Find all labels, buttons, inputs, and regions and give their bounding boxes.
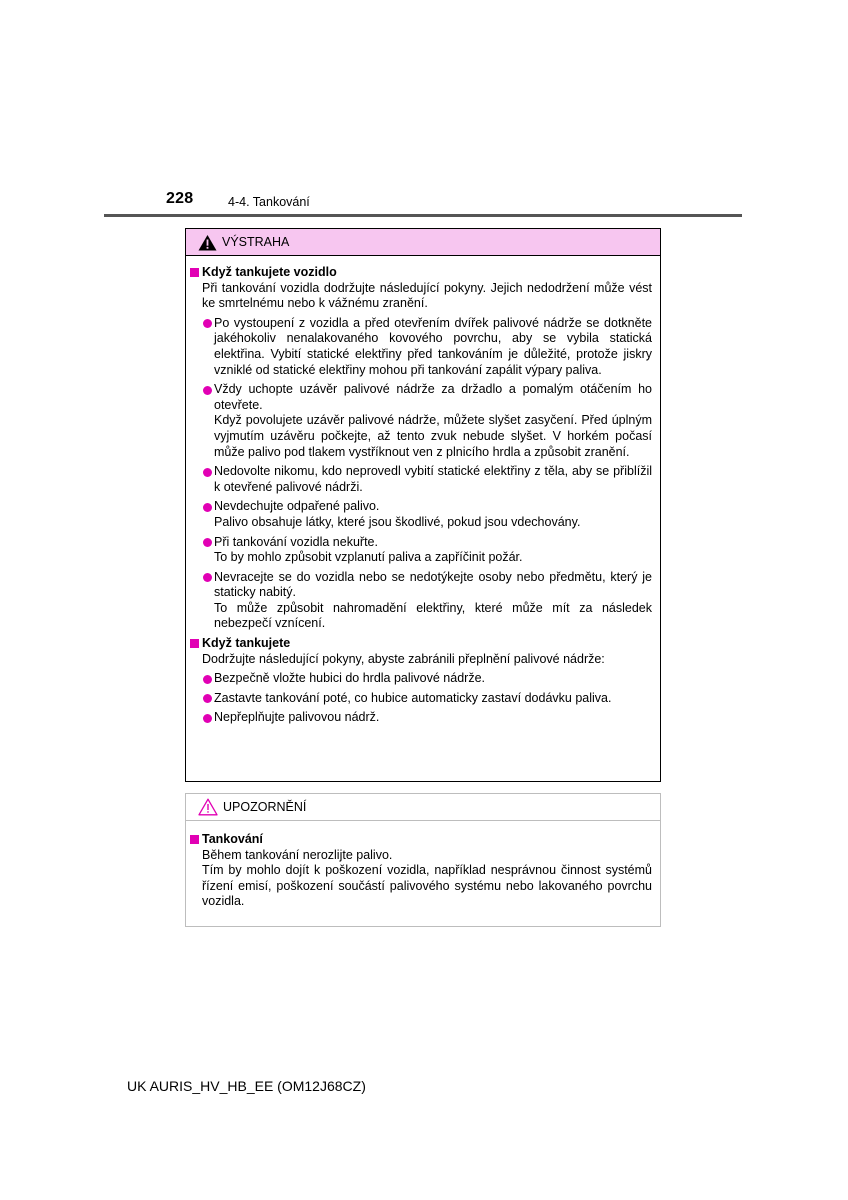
bullet-list [190,671,652,726]
intro-line: Tím by mohlo dojít k poškození vozidla, například nesprávnou činnost systémů řízení emisí, poškození součástí palivového systému nebo lakovaného povrchu vozidla. [202,863,652,909]
warning-box-header [186,229,660,256]
caution-triangle-icon [198,798,223,816]
caution-box-body [186,821,660,910]
square-bullet-icon [190,268,199,277]
bullet-text: Když povolujete uzávěr palivové nádrže, můžete slyšet zasyčení. Před úplným vyjmutím uzávěru počkejte, až tento zvuk nebude slyšet. V horkém počasí může palivo pod tlakem vystříknout ven z plnicího hrdla a způsobit zranění. [214,413,652,459]
warning-box [185,228,661,782]
caution-box-title: UPOZORNĚNÍ [223,800,307,814]
bullet-text: Nevdechujte odpařené palivo. [214,499,380,514]
section-heading [190,832,652,848]
bullet-item [190,464,652,495]
bullet-text: Nevracejte se do vozidla nebo se nedotýkejte osoby nebo předmětu, který je staticky nabitý. [214,569,652,600]
bullet-text: Po vystoupení z vozidla a před otevřením dvířek palivové nádrže se dotkněte jakéhokoliv nenalakovaného kovového povrchu, aby se vybila statická elektřina. Vybití statické elektřiny před tankováním je důležité, protože jiskry vzniklé od statické elektřiny mohou při tankování zapálit výpary paliva. [214,315,652,377]
bullet-item [190,570,652,632]
bullet-item [190,691,652,707]
section-heading [190,265,652,281]
section-intro [202,652,652,668]
bullet-text: To by mohlo způsobit vzplanutí paliva a zapříčinit požár. [214,550,523,565]
square-bullet-icon [190,835,199,844]
bullet-text: Bezpečně vložte hubici do hrdla palivové nádrže. [214,671,486,686]
bullet-text: Při tankování vozidla nekuřte. [214,534,378,549]
bullet-item [190,499,652,530]
bullet-text: Nedovolte nikomu, kdo neprovedl vybití statické elektřiny z těla, aby se přiblížil k otevřené palivové nádrži. [214,464,652,494]
bullet-item [190,710,652,726]
page-number: 228 [166,190,194,207]
square-bullet-icon [190,639,199,648]
warning-box-body [186,256,660,726]
bullet-text: Nepřeplňujte palivovou nádrž. [214,710,380,725]
warning-triangle-icon [198,234,222,251]
intro-line: Při tankování vozidla dodržujte následující pokyny. Jejich nedodržení může vést ke smrtelnému nebo k vážnému zranění. [202,280,652,311]
warning-box-title: VÝSTRAHA [222,235,290,249]
bullet-item [190,382,652,460]
content-section [190,265,652,632]
section-heading-text: Když tankujete vozidlo [202,265,337,279]
section-intro [202,848,652,910]
bullet-text: Vždy uchopte uzávěr palivové nádrže za držadlo a pomalým otáčením ho otevřete. [214,382,652,412]
section-heading [190,636,652,652]
section-title: 4-4. Tankování [228,195,310,209]
bullet-item [190,671,652,687]
intro-line: Během tankování nerozlijte palivo. [202,847,393,862]
caution-box-header [186,794,660,821]
content-section [190,636,652,726]
bullet-list [190,316,652,632]
section-intro [202,281,652,312]
footer-model-code: UK AURIS_HV_HB_EE (OM12J68CZ) [127,1078,366,1094]
bullet-text: To může způsobit nahromadění elektřiny, které může mít za následek nebezpečí vznícení. [214,600,652,631]
bullet-item [190,316,652,378]
bullet-text: Palivo obsahuje látky, které jsou škodlivé, pokud jsou vdechovány. [214,514,581,529]
bullet-item [190,535,652,566]
header-rule [104,214,742,217]
caution-box [185,793,661,927]
section-heading-text: Tankování [202,832,263,846]
bullet-text: Zastavte tankování poté, co hubice automaticky zastaví dodávku paliva. [214,690,612,705]
content-section [190,832,652,910]
intro-line: Dodržujte následující pokyny, abyste zabránili přeplnění palivové nádrže: [202,651,605,666]
section-heading-text: Když tankujete [202,636,291,651]
